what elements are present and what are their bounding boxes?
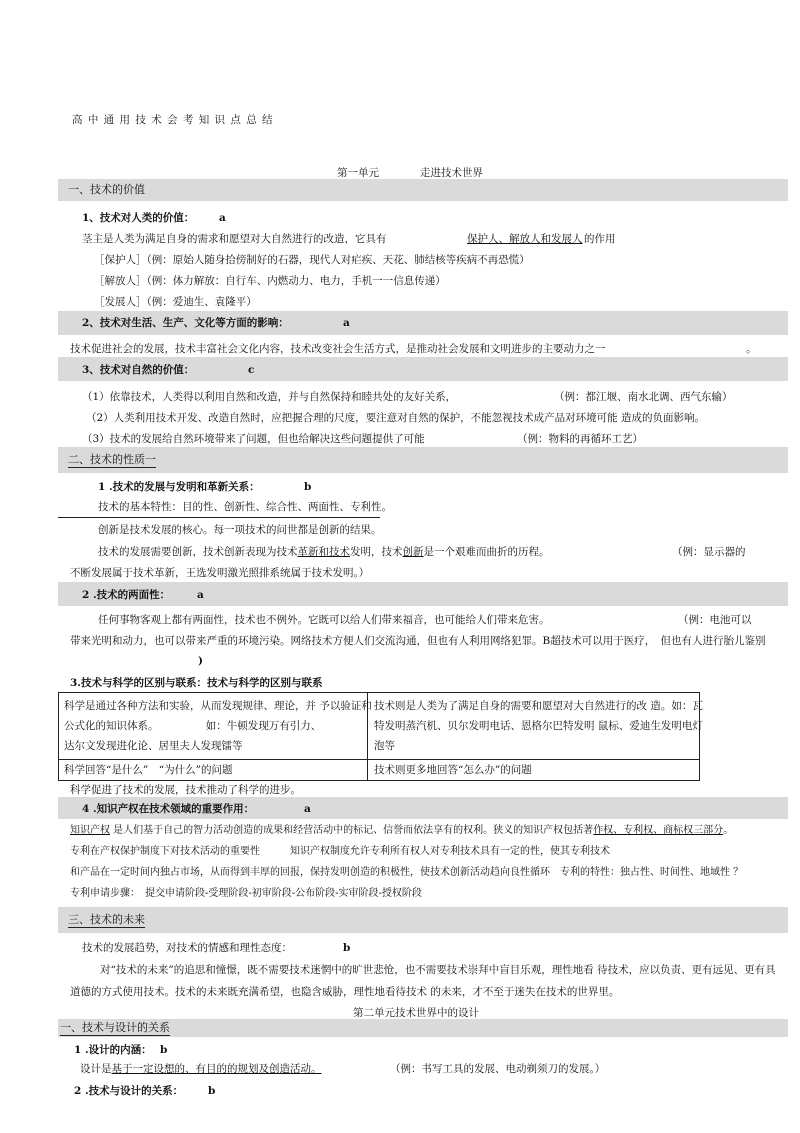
s2-dev-b: 发明，技术	[350, 546, 403, 558]
s2-patent-steps: 专利申请步骤： 提交申请阶段-受理阶段-初审阶段-公布阶段-实审阶段-授权阶段	[70, 888, 422, 899]
s2-item4-title: 4 .知识产权在技术领域的重要作用：	[82, 803, 255, 815]
s1-list-2: ［解放人］（例：体力解放：自行车、内燃动力、电力，手机一一信息传递）	[94, 275, 446, 287]
unit2-label: 第二单元技术世界中的设计	[353, 1007, 479, 1019]
s4-design-u: 基于一定设想的、有目的的规划及创造活动。	[111, 1063, 322, 1075]
s1-para1-c: 的作用	[584, 233, 616, 245]
s2-dev-example: （例：显示器的	[672, 546, 746, 558]
s2-ip-end: 。	[723, 825, 734, 836]
section-3-heading: 三、技术的未来	[68, 913, 145, 926]
s2-ip-definition: 是人们基于自己的智力活动创造的成果和经营活动中的标记、信誉而依法享有的权利。狭义的知识产权包括著	[110, 825, 594, 836]
s2-item1-grade: b	[304, 481, 312, 493]
s1-para2-end: 。	[746, 343, 757, 355]
section-2-heading: 二、技术的性质一	[68, 453, 156, 466]
s2-ip-line	[70, 824, 733, 838]
s2-two-sides-line2: 带来光明和动力，也可以带来严重的环境污染。网络技术方便人们交流沟通，但也有人利用网络犯罪。B超技术可以用于医疗， 但也有人进行胎儿鉴别	[70, 635, 766, 647]
table-science-line-3: 达尔文发现进化论、居里夫人发现镭等	[64, 740, 243, 752]
s1-para1-a: 茎主是人类为满足自身的需求和愿望对大自然进行的改造，它具有	[82, 233, 387, 245]
s1-point1-b: （例：都江堰、南水北调、西气东输）	[554, 391, 733, 403]
s1-point3-b: （例：物料的再循环工艺）	[517, 433, 643, 445]
s1-item3-grade: c	[248, 364, 255, 376]
unit1-name: 走进技术世界	[420, 167, 483, 179]
s2-dev-u1: 革新和技术	[297, 546, 350, 558]
s2-ip-types: 作权、专利权、商标权三部分	[593, 825, 724, 836]
table-science-line-1: 科学是通过各种方法和实验，从而发现规律、理论，并 予以验证和	[64, 700, 372, 712]
s2-two-sides-example: （例：电池可以	[678, 614, 752, 626]
s4-design-example: （例：书写工具的发展、电动剃须刀的发展。）	[390, 1063, 606, 1075]
s1-item1-grade: a	[219, 212, 226, 224]
s3-para-line-1: 对“技术的未来”的追思和憧憬，既不需要技术迷惘中的旷世悲怆，也不需要技术崇拜中盲目乐观，理性地看 待技术，应以负责、更有远见、更有具	[100, 964, 776, 976]
s1-item1-title: 1、技术对人类的价值：	[82, 212, 195, 224]
s3-item1-title: 技术的发展趋势，对技术的情感和理性态度：	[82, 942, 292, 954]
s1-point1-a: （1）依靠技术，人类得以利用自然和改造，并与自然保持和睦共处的友好关系，	[82, 391, 457, 403]
s2-ip-term: 知识产权	[70, 825, 110, 836]
s2-item2-title: 2 .技术的两面性：	[82, 589, 171, 601]
s4-item1-title: 1 .设计的内涵：	[74, 1044, 152, 1056]
s2-patent-line-2: 和产品在一定时间内独占市场，从而得到丰厚的回报，保持发明创造的积极性，使技术创新活动趋向良性循环 专利的特性：独占性、时间性、地域性 ？	[70, 867, 744, 878]
s2-item1-title: 1 .技术的发展与发明和革新关系：	[98, 481, 260, 493]
s2-dev-line1	[98, 545, 550, 559]
s1-point2: （2）人类利用技术开发、改造自然时，应把握合理的尺度，要注意对自然的保护，不能忽视技术成产品对环境可能 造成的负面影响。	[86, 412, 706, 424]
s2-item4-grade: a	[304, 803, 311, 815]
s2-innovation: 创新是技术发展的核心。每一项技术的问世都是创新的结果。	[98, 524, 382, 536]
s2-two-sides-line3: )	[198, 655, 203, 667]
s4-item2-grade: b	[208, 1085, 216, 1097]
s1-list-1: ［保护人］（例：原始人随身拾傍制好的石器，现代人对疟疾、天花、肺结核等疾病不再恐慌）	[94, 254, 530, 266]
s2-item2-grade: a	[197, 589, 204, 601]
s2-features-rule	[58, 517, 380, 518]
s4-design-definition	[80, 1062, 322, 1076]
s1-para2: 技术促进社会的发展，技术丰富社会文化内容，技术改变社会生活方式，是推动社会发展和文明进步的主要动力之一	[70, 343, 606, 355]
table-science-question: 科学回答“是什么” “为什么”的问题	[64, 764, 233, 776]
table-technology-question: 技术则更多地回答“怎么办”的问题	[374, 764, 532, 776]
s2-two-sides-a: 任何事物客观上都有两面性，技术也不例外。它既可以给人们带来福音，也可能给人们带来危害。	[98, 614, 550, 626]
section-1-heading: 一、技术的价值	[68, 183, 145, 196]
s1-point3-a: （3）技术的发展给自然环境带来了问题，但也给解决这些问题提供了可能	[82, 433, 425, 445]
s1-item2-grade: a	[343, 317, 350, 329]
s1-list-3: ［发展人］（例：爱迪生、袁隆平）	[94, 296, 257, 308]
s2-item3-title: 3.技术与科学的区别与联系：技术与科学的区别与联系	[70, 677, 323, 689]
s2-dev-c: 是一个艰难而曲折的历程。	[423, 546, 550, 558]
s2-dev-a: 技术的发展需要创新，技术创新表现为技术	[98, 546, 298, 558]
section-4-heading: 一、技术与设计的关系	[60, 1021, 170, 1034]
table-science-line-2: 公式化的知识体系。 如：牛顿发现万有引力、	[64, 720, 322, 732]
s2-after-table: 科学促进了技术的发展，技术推动了科学的进步。	[70, 784, 301, 796]
s1-para1-b: 保护人、解放人和发展人	[467, 233, 583, 245]
table-technology-line-1: 技术则是人类为了满足自身的需要和愿望对大自然进行的改 造。如：瓦	[374, 700, 703, 712]
section-1-heading-bar	[58, 179, 788, 201]
s2-dev-u2: 创新	[402, 546, 424, 558]
s2-dev-line2: 不断发展属于技术革新，王选发明激光照排系统属于技术发明。）	[70, 567, 370, 579]
table-technology-line-3: 泡等	[374, 740, 395, 752]
s2-patent-line-1: 专利在产权保护制度下对技术活动的重要性 知识产权制度允许专利所有权人对专利技术具有一定的性，使其专利技术	[70, 846, 610, 857]
s1-item3-title: 3、技术对自然的价值：	[82, 364, 195, 376]
s4-item1-grade: b	[160, 1044, 168, 1056]
section-2-heading-bar	[58, 447, 788, 473]
s1-item2-title: 2、技术对生活、生产、文化等方面的影响：	[82, 317, 289, 329]
s3-item1-grade: b	[343, 942, 351, 954]
unit1-label: 第一单元	[337, 167, 379, 179]
s2-features: 技术的基本特性：目的性、创新性、综合性、两面性、专利性。	[98, 501, 392, 513]
section-3-heading-bar	[58, 907, 788, 933]
document-title: 高 中 通 用 技 术 会 考 知 识 点 总 结	[72, 114, 274, 126]
table-technology-line-2: 特发明蒸汽机、贝尔发明电话、恩格尔巴特发明 鼠标、爱迪生发明电灯	[374, 720, 703, 732]
s4-design-a: 设计是	[80, 1063, 112, 1075]
s3-para-line-2: 道德的方式使用技术。技术的未来既充满希望，也隐含威胁，理性地看待技术 的未来，才不至于迷失在技术的世界里。	[70, 986, 620, 998]
s4-item2-title: 2 .技术与设计的关系：	[74, 1085, 184, 1097]
